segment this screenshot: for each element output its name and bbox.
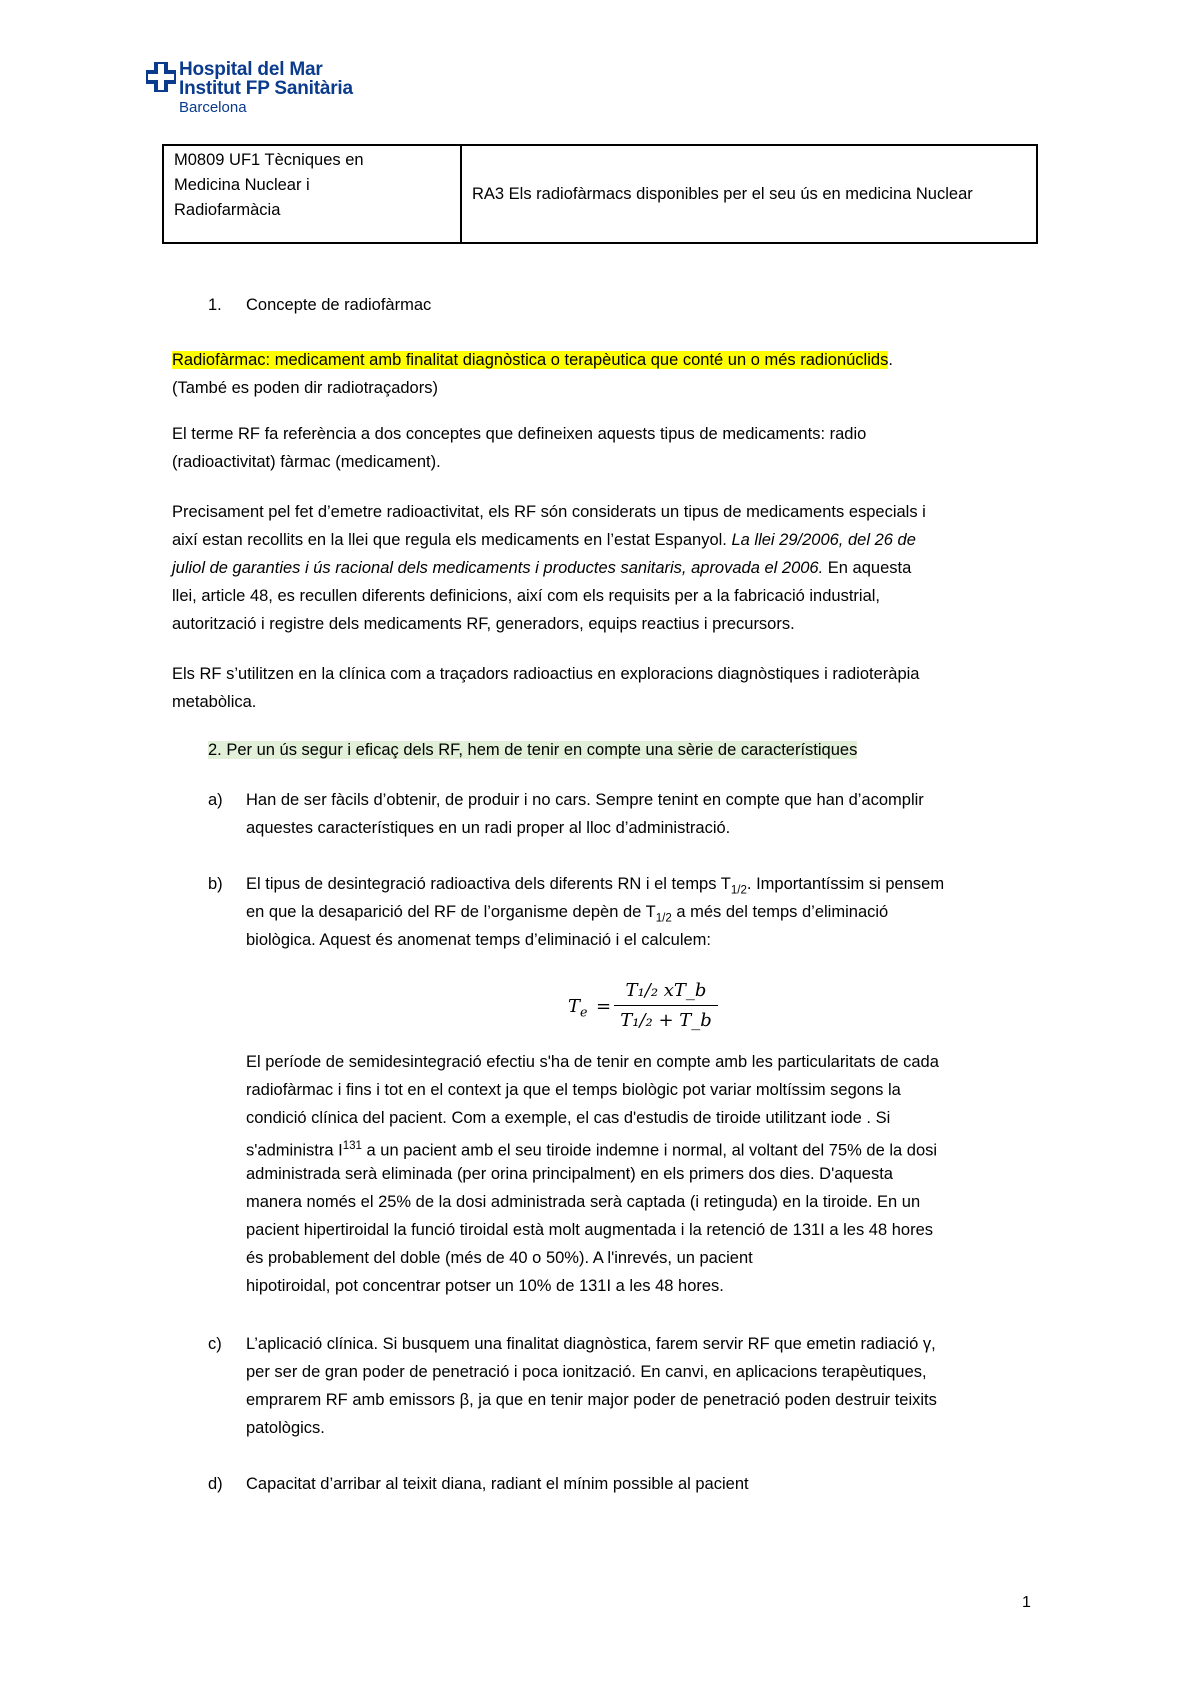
para-3-line-2: metabòlica. bbox=[172, 693, 257, 711]
header-ra-title: RA3 Els radiofàrmacs disponibles per el seu ús en medicina Nuclear bbox=[472, 184, 973, 203]
para-3-line-1: Els RF s’utilitzen en la clínica com a traçadors radioactius en exploracions diagnòstiques i radioteràpia bbox=[172, 665, 920, 683]
section-1-title: Concepte de radiofàrmac bbox=[246, 296, 432, 314]
para-2-line-5: autorització i registre dels medicaments RF, generadors, equips reactius i precursors. bbox=[172, 615, 795, 633]
item-a-marker: a) bbox=[208, 791, 223, 809]
logo-line-2: Institut FP Sanitària bbox=[179, 78, 353, 99]
t-half-subscript: 1/2 bbox=[730, 884, 747, 897]
item-b-line-1b: . Importantíssim si pensem bbox=[746, 875, 945, 893]
definition-note: (També es poden dir radiotraçadors) bbox=[172, 379, 438, 397]
item-b-line-2a: en que la desaparició del RF de l’organisme depèn de T bbox=[246, 903, 656, 921]
para-2-line-2 bbox=[172, 526, 1034, 554]
para-2-line-2a: així estan recollits en la llei que regula els medicaments en l’estat Espanyol. bbox=[172, 531, 732, 549]
item-c-marker: c) bbox=[208, 1335, 222, 1353]
item-b-line-1a: El tipus de desintegració radioactiva dels diferents RN i el temps T bbox=[246, 875, 731, 893]
item-b-marker: b) bbox=[208, 875, 223, 893]
item-b-p4a: s'administra I bbox=[246, 1141, 343, 1160]
item-c-line-1: L’aplicació clínica. Si busquem una finalitat diagnòstica, farem servir RF que emetin radiació γ, bbox=[246, 1335, 936, 1353]
item-b-p6: manera només el 25% de la dosi administrada serà captada (i retinguda) en la tiroide. En un bbox=[246, 1193, 921, 1211]
item-b-line-3: biològica. Aquest és anomenat temps d’eliminació i el calculem: bbox=[246, 931, 711, 949]
item-a-line-2: aquestes característiques en un radi proper al lloc d’administració. bbox=[246, 819, 731, 837]
para-2-line-3b: En aquesta bbox=[823, 559, 912, 577]
header-module-cell bbox=[164, 146, 462, 242]
logo-line-3: Barcelona bbox=[179, 99, 247, 116]
section-2-title-wrap bbox=[208, 736, 857, 764]
definition-highlight: Radiofàrmac: medicament amb finalitat diagnòstica o terapèutica que conté un o més radionúclids bbox=[172, 351, 889, 369]
formula-lhs-subscript: e bbox=[580, 1004, 588, 1020]
item-b-p5: administrada serà eliminada (per orina principalment) en els primers dos dies. D'aquesta bbox=[246, 1165, 893, 1183]
law-citation-2: juliol de garanties i ús racional dels medicaments i productes sanitaris, aprovada el 2006. bbox=[172, 559, 824, 577]
formula-lhs-symbol: T bbox=[568, 996, 581, 1017]
para-2-line-4: llei, article 48, es recullen diferents definicions, així com els requisits per a la fabricació industrial, bbox=[172, 587, 880, 605]
logo-line-1: Hospital del Mar bbox=[179, 59, 323, 80]
item-b-p8: és probablement del doble (més de 40 o 50%). A l'inrevés, un pacient bbox=[246, 1249, 753, 1267]
item-d-marker: d) bbox=[208, 1475, 223, 1493]
t-half-subscript-2: 1/2 bbox=[655, 912, 672, 925]
para-1-line-2: (radioactivitat) fàrmac (medicament). bbox=[172, 453, 441, 471]
para-1-line-1: El terme RF fa referència a dos conceptes que defineixen aquests tipus de medicaments: radio bbox=[172, 425, 867, 443]
header-module-line-3: Radiofarmàcia bbox=[174, 201, 281, 219]
item-c-line-4: patològics. bbox=[246, 1419, 325, 1437]
item-b-p7: pacient hipertiroidal la funció tiroidal està molt augmentada i la retenció de 131I a les 48 hores bbox=[246, 1221, 933, 1239]
definition-period: . bbox=[888, 351, 893, 369]
item-c-line-3: emprarem RF amb emissors β, ja que en tenir major poder de penetració poden destruir teixits bbox=[246, 1391, 937, 1409]
formula-equals: = bbox=[596, 996, 612, 1017]
hospital-cross-icon bbox=[146, 62, 176, 92]
item-d-line-1: Capacitat d’arribar al teixit diana, radiant el mínim possible al pacient bbox=[246, 1475, 749, 1493]
header-table bbox=[162, 144, 1038, 244]
item-a-line-1: Han de ser fàcils d’obtenir, de produir i no cars. Sempre tenint en compte que han d’acomplir bbox=[246, 791, 924, 809]
item-b-p4b: a un pacient amb el seu tiroide indemne i normal, al voltant del 75% de la dosi bbox=[361, 1141, 938, 1160]
para-2-line-1: Precisament pel fet d’emetre radioactivitat, els RF són considerats un tipus de medicaments especials i bbox=[172, 503, 926, 521]
header-module-line-2: Medicina Nuclear i bbox=[174, 176, 310, 194]
section-1-number: 1. bbox=[208, 296, 222, 314]
definition-line bbox=[172, 346, 1034, 374]
header-module-line-1: M0809 UF1 Tècniques en bbox=[174, 151, 364, 169]
formula-numerator: T₁/₂ xT_b bbox=[614, 980, 718, 1006]
section-2-title: 2. Per un ús segur i eficaç dels RF, hem de tenir en compte una sèrie de característiques bbox=[208, 741, 858, 759]
formula-denominator: T₁/₂ + T_b bbox=[620, 1010, 712, 1031]
law-citation-1: La llei 29/2006, del 26 de bbox=[731, 531, 916, 549]
item-b-p9: hipotiroidal, pot concentrar potser un 10% de 131I a les 48 hores. bbox=[246, 1277, 724, 1295]
para-2-line-3 bbox=[172, 554, 1034, 582]
item-b-p1: El període de semidesintegració efectiu s'ha de tenir en compte amb les particularitats de cada bbox=[246, 1053, 939, 1071]
item-b-p3: condició clínica del pacient. Com a exemple, el cas d'estudis de tiroide utilitzant iode . Si bbox=[246, 1109, 891, 1127]
page-number: 1 bbox=[1022, 1594, 1031, 1611]
formula-lhs bbox=[568, 996, 587, 1020]
formula-fraction bbox=[614, 980, 718, 1031]
header-ra-cell bbox=[462, 146, 1036, 242]
item-b-p2: radiofàrmac i fins i tot en el context ja que el temps biològic pot variar moltíssim segons la bbox=[246, 1081, 901, 1099]
item-c-line-2: per ser de gran poder de penetració i poca ionització. En canvi, en aplicacions terapèutiques, bbox=[246, 1363, 927, 1381]
iodine-superscript: 131 bbox=[342, 1140, 362, 1152]
item-b-line-2b: a més del temps d’eliminació bbox=[671, 903, 889, 921]
